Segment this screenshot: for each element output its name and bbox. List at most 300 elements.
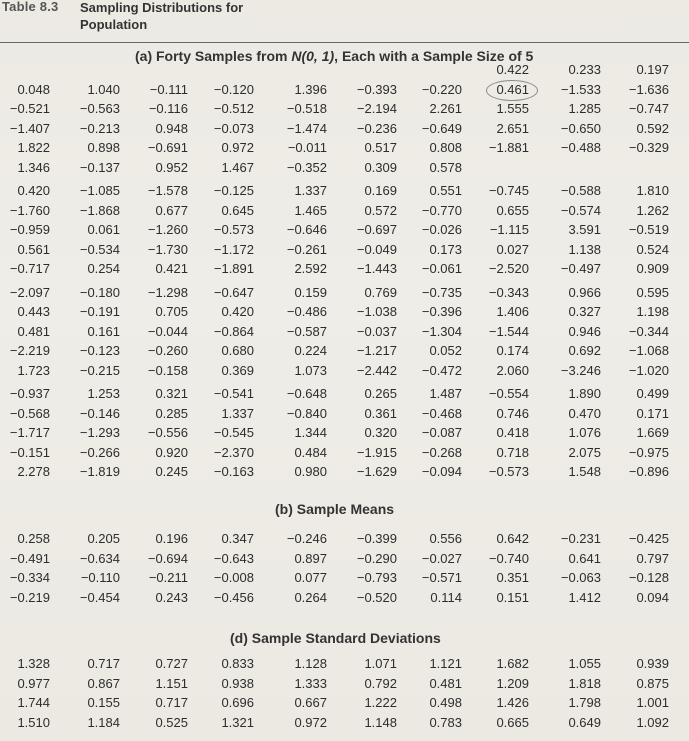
table-cell: 0.205 xyxy=(87,531,120,546)
table-cell: 0.321 xyxy=(155,386,188,401)
table-cell: 1.184 xyxy=(87,714,120,730)
table-cell: 0.224 xyxy=(294,343,327,358)
table-cell: 2.261 xyxy=(429,101,462,116)
table-cell: 1.253 xyxy=(87,386,120,401)
table-cell: −1.819 xyxy=(79,464,120,479)
table-cell: −0.137 xyxy=(79,159,120,175)
table-cell: −0.691 xyxy=(147,140,188,155)
table-cell: 0.174 xyxy=(496,343,529,358)
table-cell: 0.920 xyxy=(155,444,188,460)
table-cell: −0.468 xyxy=(421,405,462,421)
table-cell: −0.128 xyxy=(628,570,669,585)
table-cell: −0.634 xyxy=(79,550,120,566)
table-cell: 0.783 xyxy=(429,714,462,730)
table-cell: 0.792 xyxy=(364,675,397,691)
table-cell: 0.680 xyxy=(221,343,254,358)
table-cell: −3.246 xyxy=(560,362,601,378)
table-cell: −1.868 xyxy=(79,202,120,218)
table-cell: −0.571 xyxy=(421,570,462,585)
table-cell: −0.344 xyxy=(628,323,669,339)
table-cell: −0.094 xyxy=(421,464,462,479)
table-cell: 0.649 xyxy=(568,714,601,730)
table-cell: 0.769 xyxy=(364,284,397,300)
table-cell: 0.556 xyxy=(429,531,462,546)
table-cell: 0.939 xyxy=(636,656,669,671)
table-cell: −1.304 xyxy=(421,323,462,339)
table-cell: −0.519 xyxy=(628,222,669,237)
table-cell: 0.233 xyxy=(568,62,601,77)
table-cell: −0.290 xyxy=(356,550,397,566)
table-cell: 2.592 xyxy=(294,261,327,276)
table-cell: −0.694 xyxy=(147,550,188,566)
table-cell: 1.426 xyxy=(496,695,529,710)
table-cell: 0.061 xyxy=(87,222,120,237)
table-cell: −0.574 xyxy=(560,202,601,218)
table-cell: −0.111 xyxy=(149,81,188,97)
table-cell: −1.533 xyxy=(560,81,601,97)
table-cell: −0.073 xyxy=(213,120,254,136)
table-cell: 0.151 xyxy=(496,589,529,605)
table-cell: 0.077 xyxy=(294,570,327,585)
table-cell: 0.114 xyxy=(430,589,462,605)
table-cell: 0.718 xyxy=(496,444,529,460)
table-cell: −0.488 xyxy=(560,140,601,155)
table-cell: −0.646 xyxy=(286,222,327,237)
table-row xyxy=(0,406,689,426)
table-cell: −0.260 xyxy=(147,343,188,358)
table-cell: −0.793 xyxy=(356,570,397,585)
table-cell: −1.629 xyxy=(356,464,397,479)
table-cell: 1.222 xyxy=(364,695,397,710)
table-row xyxy=(0,304,689,324)
table-cell: −0.454 xyxy=(79,589,120,605)
table-cell: 0.808 xyxy=(429,140,462,155)
table-cell: −0.158 xyxy=(147,362,188,378)
table-cell: −0.568 xyxy=(9,405,50,421)
table-cell: 0.420 xyxy=(221,304,254,319)
table-cell: −1.172 xyxy=(213,241,254,257)
table-cell: −1.217 xyxy=(356,343,397,358)
table-cell: −0.697 xyxy=(356,222,397,237)
table-row xyxy=(0,590,689,610)
table-cell: −0.491 xyxy=(9,550,50,566)
handwritten-circle-mark xyxy=(486,80,538,101)
table-cell: −0.587 xyxy=(286,323,327,339)
table-cell: 0.977 xyxy=(17,675,50,691)
table-cell: −0.191 xyxy=(79,304,120,319)
table-cell: 1.337 xyxy=(294,183,327,198)
table-cell: −0.236 xyxy=(356,120,397,136)
table-cell: −2.370 xyxy=(213,444,254,460)
table-cell: 0.245 xyxy=(155,464,188,479)
table-cell: 0.461 xyxy=(496,81,529,97)
table-cell: −0.937 xyxy=(9,386,50,401)
table-cell: 0.645 xyxy=(221,202,254,218)
table-cell: 0.094 xyxy=(636,589,669,605)
header-rule xyxy=(0,42,689,43)
table-cell: −1.293 xyxy=(79,425,120,440)
table-cell: −0.520 xyxy=(356,589,397,605)
table-cell: 0.498 xyxy=(429,695,462,710)
table-row xyxy=(0,715,689,735)
table-cell: −1.636 xyxy=(628,81,669,97)
table-cell: −1.407 xyxy=(9,120,50,136)
table-cell: 1.076 xyxy=(568,425,601,440)
table-cell: −0.497 xyxy=(560,261,601,276)
table-cell: 0.196 xyxy=(155,531,188,546)
table-cell: 0.525 xyxy=(155,714,188,730)
table-cell: 1.073 xyxy=(294,362,327,378)
table-cell: 1.262 xyxy=(636,202,669,218)
table-cell: 0.173 xyxy=(429,241,462,257)
table-cell: −2.194 xyxy=(356,101,397,116)
table-cell: 1.555 xyxy=(496,101,529,116)
table-cell: 0.797 xyxy=(636,550,669,566)
table-number: Table 8.3 xyxy=(2,0,59,14)
table-cell: −0.518 xyxy=(286,101,327,116)
table-cell: 0.561 xyxy=(17,241,50,257)
table-cell: 0.897 xyxy=(294,550,327,566)
table-cell: 0.254 xyxy=(87,261,120,276)
table-cell: 0.938 xyxy=(221,675,254,691)
table-cell: −0.061 xyxy=(421,261,462,276)
table-cell: 0.481 xyxy=(17,323,50,339)
section-a-title-prefix: (a) Forty Samples from xyxy=(135,48,292,64)
table-cell: 0.551 xyxy=(429,183,462,198)
table-cell: −0.116 xyxy=(148,101,188,116)
table-cell: 1.465 xyxy=(294,202,327,218)
table-cell: 0.420 xyxy=(17,183,50,198)
table-cell: −0.268 xyxy=(421,444,462,460)
table-cell: −0.588 xyxy=(560,183,601,198)
table-row xyxy=(0,695,689,715)
table-cell: −1.474 xyxy=(286,120,327,136)
table-cell: −0.486 xyxy=(286,304,327,319)
table-cell: 1.333 xyxy=(294,675,327,691)
table-cell: 0.898 xyxy=(87,140,120,155)
section-b-title: (b) Sample Means xyxy=(275,501,395,517)
table-cell: 0.265 xyxy=(364,386,397,401)
table-cell: 0.052 xyxy=(429,343,462,358)
table-row xyxy=(0,121,689,141)
table-cell: −0.220 xyxy=(421,81,462,97)
table-cell: 0.027 xyxy=(496,241,529,257)
table-cell: 0.369 xyxy=(221,362,254,378)
table-cell: −1.038 xyxy=(356,304,397,319)
table-cell: −0.180 xyxy=(79,284,120,300)
table-cell: −0.246 xyxy=(286,531,327,546)
table-cell: 1.798 xyxy=(568,695,601,710)
section-a-table xyxy=(0,62,689,484)
table-cell: −1.020 xyxy=(628,362,669,378)
table-header xyxy=(0,0,689,46)
table-row xyxy=(0,101,689,121)
table-row xyxy=(0,242,689,262)
table-cell: 1.406 xyxy=(496,304,529,319)
table-cell: −0.399 xyxy=(356,531,397,546)
table-cell: −0.151 xyxy=(9,444,50,460)
table-cell: 0.517 xyxy=(364,140,397,155)
table-cell: 1.744 xyxy=(17,695,50,710)
table-cell: 0.481 xyxy=(429,675,462,691)
table-cell: −0.266 xyxy=(79,444,120,460)
table-cell: −0.840 xyxy=(286,405,327,421)
table-cell: 1.510 xyxy=(17,714,50,730)
table-cell: −0.650 xyxy=(560,120,601,136)
section-a-title-suffix: , Each with a Sample Size of 5 xyxy=(334,48,534,64)
table-cell: −0.573 xyxy=(213,222,254,237)
table-cell: 0.422 xyxy=(496,62,529,77)
table-cell: 1.071 xyxy=(364,656,397,671)
table-cell: 0.320 xyxy=(364,425,397,440)
table-cell: 0.867 xyxy=(87,675,120,691)
table-cell: 1.040 xyxy=(87,81,120,97)
table-cell: 0.667 xyxy=(294,695,327,710)
table-cell: 0.361 xyxy=(364,405,397,421)
table-cell: −0.120 xyxy=(213,81,254,97)
table-cell: 1.412 xyxy=(568,589,601,605)
table-cell: 0.161 xyxy=(87,323,120,339)
table-cell: −0.123 xyxy=(79,343,120,358)
table-cell: 0.048 xyxy=(17,81,50,97)
table-cell: 0.418 xyxy=(496,425,529,440)
table-cell: 0.171 xyxy=(636,405,669,421)
table-row xyxy=(0,261,689,281)
table-cell: 0.677 xyxy=(155,202,188,218)
table-cell: −0.545 xyxy=(213,425,254,440)
table-cell: −2.442 xyxy=(356,362,397,378)
table-cell: 0.692 xyxy=(568,343,601,358)
table-cell: 1.151 xyxy=(155,675,188,691)
table-cell: 1.487 xyxy=(429,386,462,401)
table-cell: 0.197 xyxy=(636,62,669,77)
table-cell: −1.915 xyxy=(356,444,397,460)
table-cell: −0.231 xyxy=(560,531,601,546)
table-cell: −0.747 xyxy=(628,101,669,116)
section-d-table xyxy=(0,656,689,734)
table-cell: 0.875 xyxy=(636,675,669,691)
table-cell: 1.810 xyxy=(636,183,669,198)
table-cell: 0.258 xyxy=(17,531,50,546)
table-cell: −1.544 xyxy=(488,323,529,339)
table-cell: 0.717 xyxy=(87,656,120,671)
table-cell: 1.055 xyxy=(568,656,601,671)
table-cell: −1.085 xyxy=(79,183,120,198)
table-row xyxy=(0,285,689,305)
table-cell: 1.321 xyxy=(221,714,254,730)
table-cell: −0.647 xyxy=(213,284,254,300)
table-cell: −1.730 xyxy=(147,241,188,257)
table-row xyxy=(0,570,689,590)
table-cell: −0.343 xyxy=(488,284,529,300)
table-row xyxy=(0,425,689,445)
table-cell: 1.121 xyxy=(429,656,462,671)
table-cell: −0.456 xyxy=(213,589,254,605)
table-cell: 3.591 xyxy=(568,222,601,237)
table-cell: −0.770 xyxy=(421,202,462,218)
table-row xyxy=(0,386,689,406)
table-cell: −0.975 xyxy=(628,444,669,460)
table-cell: 2.651 xyxy=(496,120,529,136)
table-cell: 1.344 xyxy=(294,425,327,440)
table-cell: 0.655 xyxy=(496,202,529,218)
table-cell: 1.128 xyxy=(294,656,327,671)
table-cell: 0.946 xyxy=(568,323,601,339)
table-cell: 1.092 xyxy=(636,714,669,730)
table-cell: −1.717 xyxy=(9,425,50,440)
table-cell: 0.717 xyxy=(155,695,188,710)
table-cell: −0.219 xyxy=(9,589,50,605)
table-cell: −0.261 xyxy=(286,241,327,257)
table-cell: −0.649 xyxy=(421,120,462,136)
table-cell: 0.641 xyxy=(568,550,601,566)
table-cell: 0.595 xyxy=(636,284,669,300)
table-cell: −1.298 xyxy=(147,284,188,300)
table-cell: 0.155 xyxy=(87,695,120,710)
table-cell: 1.328 xyxy=(17,656,50,671)
table-cell: −1.115 xyxy=(489,222,529,237)
table-row xyxy=(0,445,689,465)
table-cell: 1.669 xyxy=(636,425,669,440)
table-cell: −0.472 xyxy=(421,362,462,378)
table-cell: −2.520 xyxy=(488,261,529,276)
table-cell: 0.592 xyxy=(636,120,669,136)
table-cell: −0.643 xyxy=(213,550,254,566)
table-title xyxy=(80,0,380,33)
table-row xyxy=(0,82,689,102)
table-row xyxy=(0,676,689,696)
table-title-line1: Sampling Distributions for xyxy=(80,0,244,15)
table-cell: −0.011 xyxy=(287,140,327,155)
table-cell: 0.972 xyxy=(221,140,254,155)
table-row xyxy=(0,464,689,484)
table-cell: 0.351 xyxy=(496,570,529,585)
table-cell: 2.075 xyxy=(568,444,601,460)
table-cell: −0.087 xyxy=(421,425,462,440)
table-cell: −0.044 xyxy=(147,323,188,339)
table-cell: 0.642 xyxy=(496,531,529,546)
table-row xyxy=(0,160,689,180)
table-cell: 0.980 xyxy=(294,464,327,479)
section-d-title: (d) Sample Standard Deviations xyxy=(230,630,441,646)
table-cell: −0.740 xyxy=(488,550,529,566)
table-cell: 0.169 xyxy=(364,183,397,198)
table-row xyxy=(0,343,689,363)
table-row xyxy=(0,183,689,203)
table-cell: 1.548 xyxy=(568,464,601,479)
table-cell: 0.572 xyxy=(364,202,397,218)
table-cell: −0.425 xyxy=(628,531,669,546)
table-cell: −0.393 xyxy=(356,81,397,97)
table-cell: −1.443 xyxy=(356,261,397,276)
table-cell: −2.097 xyxy=(9,284,50,300)
table-cell: −0.049 xyxy=(356,241,397,257)
table-row xyxy=(0,203,689,223)
table-row xyxy=(0,324,689,344)
table-cell: 1.337 xyxy=(221,405,254,421)
table-row xyxy=(0,656,689,676)
table-cell: 1.396 xyxy=(294,81,327,97)
table-cell: 0.966 xyxy=(568,284,601,300)
table-cell: 0.309 xyxy=(364,159,397,175)
table-cell: −0.648 xyxy=(286,386,327,401)
table-cell: −1.068 xyxy=(628,343,669,358)
table-cell: 1.198 xyxy=(636,304,669,319)
table-cell: 0.159 xyxy=(294,284,327,300)
table-cell: −0.735 xyxy=(421,284,462,300)
table-row xyxy=(0,62,689,82)
table-cell: −0.026 xyxy=(421,222,462,237)
table-cell: −1.260 xyxy=(147,222,188,237)
table-cell: 1.822 xyxy=(17,140,50,155)
table-row xyxy=(0,140,689,160)
table-cell: 0.909 xyxy=(636,261,669,276)
table-cell: 0.421 xyxy=(155,261,188,276)
table-cell: −0.027 xyxy=(421,550,462,566)
table-cell: −1.881 xyxy=(488,140,529,155)
table-cell: 0.696 xyxy=(221,695,254,710)
table-cell: −0.573 xyxy=(488,464,529,479)
table-cell: 1.285 xyxy=(568,101,601,116)
table-cell: −0.146 xyxy=(79,405,120,421)
table-cell: 1.138 xyxy=(568,241,601,257)
table-cell: 0.484 xyxy=(294,444,327,460)
table-cell: −0.396 xyxy=(421,304,462,319)
table-cell: 2.060 xyxy=(496,362,529,378)
table-cell: −0.896 xyxy=(628,464,669,479)
table-cell: 0.578 xyxy=(429,159,462,175)
table-cell: −0.334 xyxy=(9,570,50,585)
table-row xyxy=(0,531,689,551)
table-cell: −0.037 xyxy=(356,323,397,339)
table-cell: 1.818 xyxy=(568,675,601,691)
table-cell: 1.209 xyxy=(496,675,529,691)
table-cell: −0.163 xyxy=(213,464,254,479)
table-cell: 0.665 xyxy=(496,714,529,730)
table-cell: 0.243 xyxy=(155,589,188,605)
table-cell: 0.285 xyxy=(155,405,188,421)
table-cell: −0.125 xyxy=(213,183,254,198)
table-cell: 0.948 xyxy=(155,120,188,136)
table-cell: −0.541 xyxy=(213,386,254,401)
table-title-line2: Population xyxy=(80,17,148,32)
table-cell: −2.219 xyxy=(9,343,50,358)
table-cell: 0.264 xyxy=(294,589,327,605)
table-cell: −0.864 xyxy=(213,323,254,339)
table-cell: −0.008 xyxy=(213,570,254,585)
table-cell: −1.891 xyxy=(213,261,254,276)
table-cell: 0.705 xyxy=(155,304,188,319)
table-cell: −0.110 xyxy=(80,570,120,585)
table-cell: −0.063 xyxy=(560,570,601,585)
table-cell: 0.347 xyxy=(221,531,254,546)
table-cell: 0.524 xyxy=(636,241,669,257)
table-cell: 1.723 xyxy=(17,362,50,378)
table-cell: −0.213 xyxy=(79,120,120,136)
table-cell: 0.952 xyxy=(155,159,188,175)
table-cell: 0.470 xyxy=(568,405,601,421)
table-cell: −0.211 xyxy=(148,570,188,585)
table-cell: −0.717 xyxy=(9,261,50,276)
table-cell: −0.556 xyxy=(147,425,188,440)
table-cell: 0.727 xyxy=(155,656,188,671)
table-cell: −0.329 xyxy=(628,140,669,155)
table-cell: 0.327 xyxy=(568,304,601,319)
table-cell: 2.278 xyxy=(17,464,50,479)
table-cell: −0.512 xyxy=(213,101,254,116)
table-cell: 1.682 xyxy=(496,656,529,671)
table-cell: 0.499 xyxy=(636,386,669,401)
